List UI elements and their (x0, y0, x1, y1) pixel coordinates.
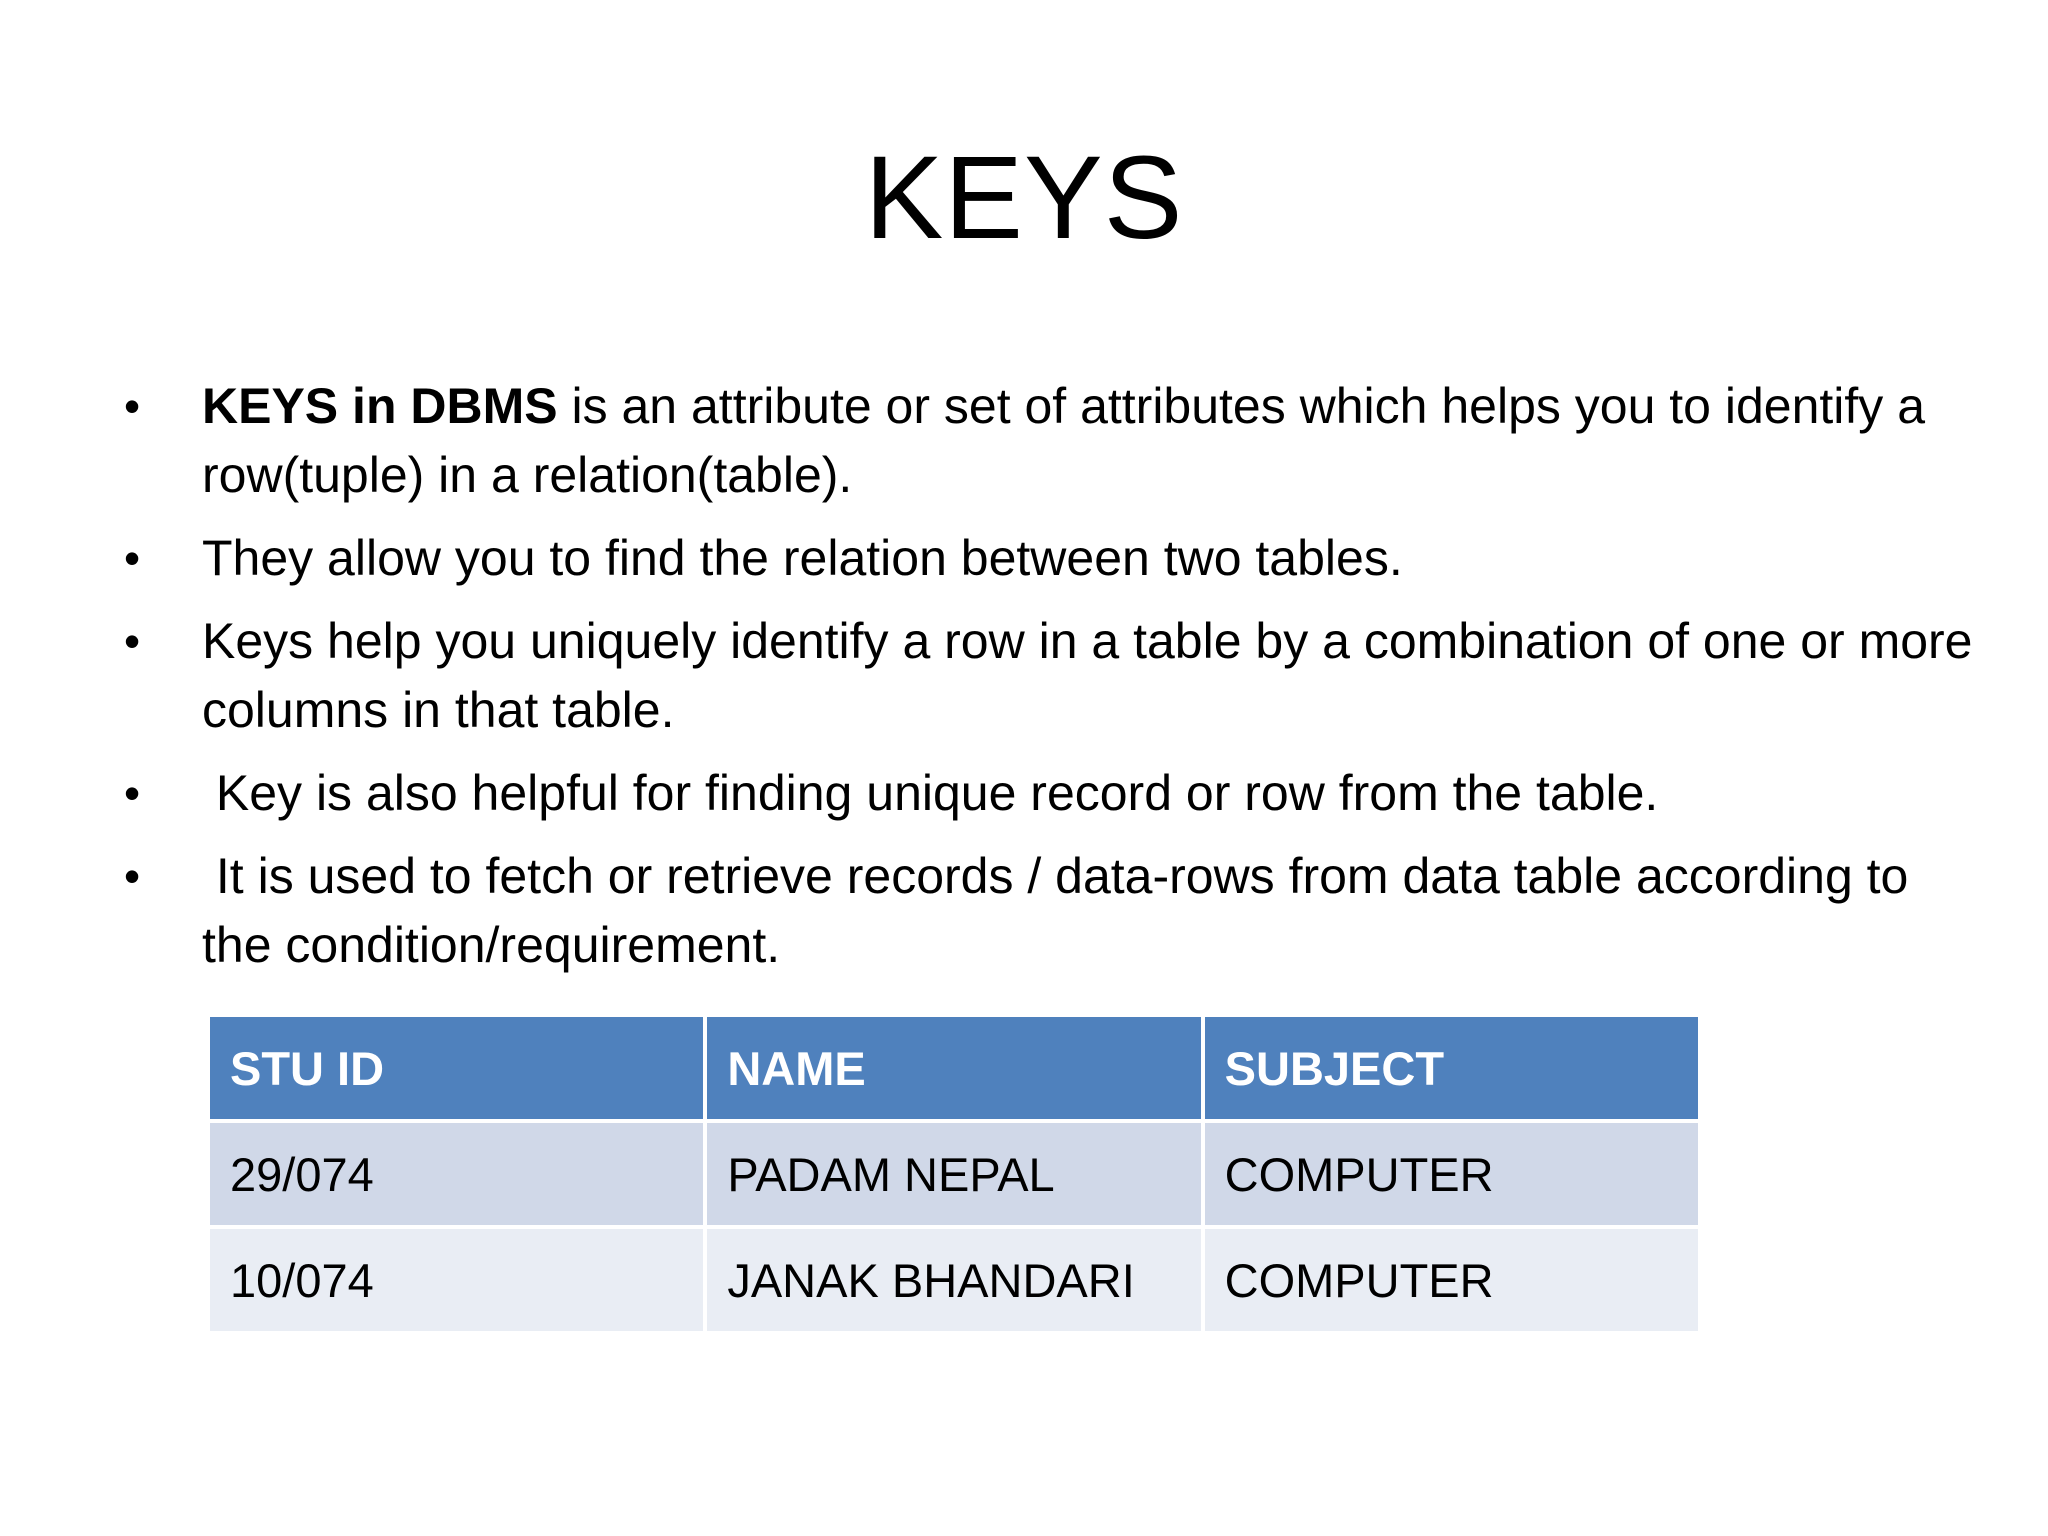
column-header-stu-id: STU ID (208, 1015, 705, 1121)
bullet-text: Keys help you uniquely identify a row in a table by a combination of one or more columns in that table. (202, 613, 1973, 738)
bullet-text: They allow you to find the relation between two tables. (202, 530, 1403, 586)
table-cell: 29/074 (208, 1121, 705, 1227)
student-table (206, 1013, 1702, 1335)
bullet-item (116, 842, 1976, 980)
bullet-dot: • (124, 380, 141, 432)
bullet-item (116, 759, 1976, 828)
bullet-item (116, 372, 1976, 510)
table-cell: JANAK BHANDARI (705, 1227, 1202, 1333)
column-header-subject: SUBJECT (1203, 1015, 1700, 1121)
table-cell: COMPUTER (1203, 1227, 1700, 1333)
table-header-row (208, 1015, 1700, 1121)
bullet-dot: • (124, 850, 141, 902)
bullet-text: is an attribute or set of attributes which helps you to identify a row(tuple) in a relation(table). (202, 378, 1926, 503)
bullet-list (116, 372, 1976, 994)
table-row (208, 1227, 1700, 1333)
table-cell: PADAM NEPAL (705, 1121, 1202, 1227)
column-header-name: NAME (705, 1015, 1202, 1121)
bullet-text: Key is also helpful for finding unique record or row from the table. (202, 765, 1659, 821)
table-cell: COMPUTER (1203, 1121, 1700, 1227)
bullet-item (116, 524, 1976, 593)
bullet-item (116, 607, 1976, 745)
bullet-dot: • (124, 615, 141, 667)
table-cell: 10/074 (208, 1227, 705, 1333)
slide-title: KEYS (864, 132, 1184, 264)
bullet-dot: • (124, 532, 141, 584)
table-row (208, 1121, 1700, 1227)
bullet-dot: • (124, 767, 141, 819)
bullet-text: It is used to fetch or retrieve records / data-rows from data table according to the condition/requirement. (202, 848, 1923, 973)
bullet-bold-text: KEYS in DBMS (202, 378, 558, 434)
